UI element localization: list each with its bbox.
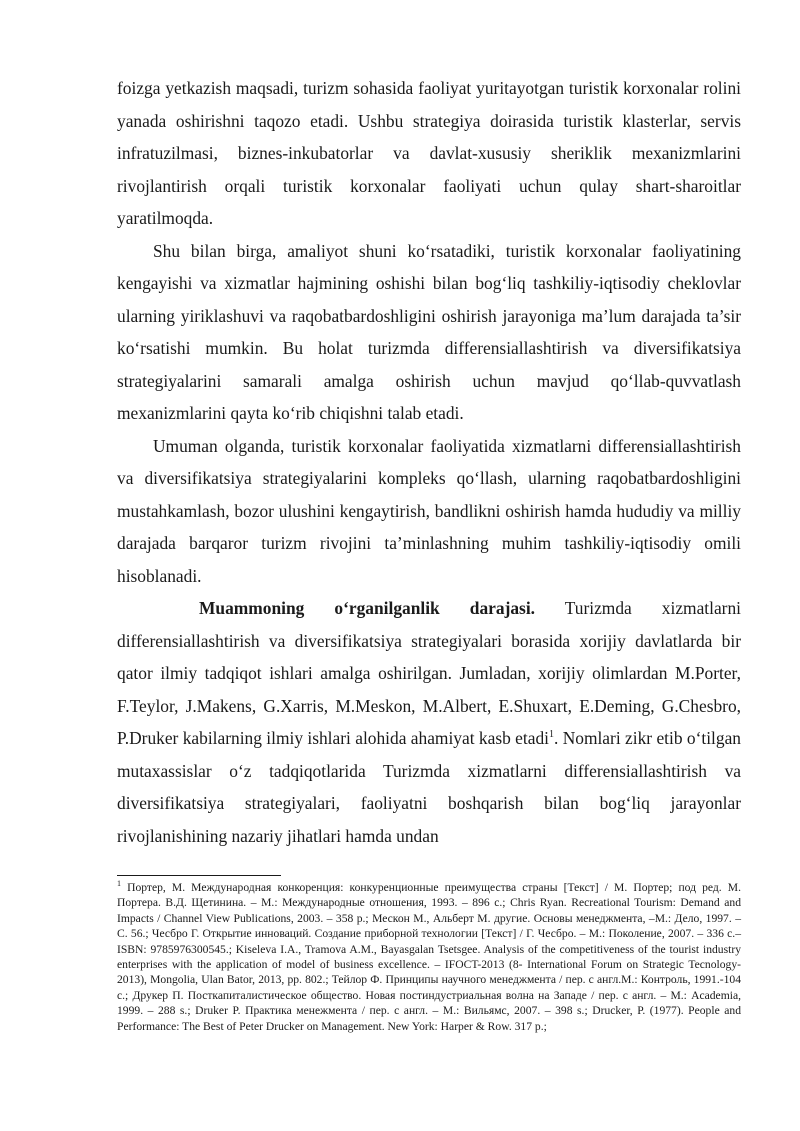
footnote-divider: [117, 875, 281, 876]
paragraph-4-text-b: . Nomlari zikr etib o‘tilgan mutaxassislar o‘z tadqiqotlarida Turizmda xizmatlarni differensiallashtirish va diversifikatsiya strategiyalari, faoliyatni boshqarish bilan bog‘liq jarayonlar rivojlanishining nazariy jihatlari hamda undan: [117, 728, 741, 846]
footnote: [117, 880, 741, 1034]
footnote-text: Портер, М. Международная конкоренция: конкуренционные преимущества страны [Текст] / М. Портер; под ред. М. Портера. В.Д. Щетинина. – М.: Международные отношения, 1993. – 896 с.; Chris Ryan. Recreational Tourism: Demand and Impacts / Channel View Publications, 2003. – 358 p.; Мескон М., Альберт М. другие. Основы менеджмента, –М.: Дело, 1997. –С. 56.; Чесбро Г. Открытие инноваций. Создание приборной технологии [Текст] / Г. Чесбро. – М.: Поколение, 2007. – 336 с.– ISBN: 9785976300545.; Kiseleva I.A., Tramova A.M., Bayasgalan Tsetsgee. Analysis of the competitiveness of the tourist industry enterprises with the application of model of business excellence. – IFOCT-2013 (8- International Forum on Strategic Tecnology-2013), Mongolia, Ulan Bator, 2013, pp. 802.; Тейлор Ф. Принципы научного менеджмента / пер. с англ.М.: Контроль, 1991.-104 с.; Друкер П. Посткапиталистическое общество. Новая постиндустриальная волна на Западе / пер. с англ. – М.: Academia, 1999. – 288 s.; Druker P. Практика менежмента / пер. с англ. – М.: Вильямс, 2007. – 398 s.; Drucker, P. (1977). People and Performance: The Best of Peter Drucker on Management. New York: Harper & Row. 317 p.;: [117, 881, 741, 1033]
document-body: [117, 72, 741, 852]
paragraph-4-text-a: Turizmda xizmatlarni differensiallashtirish va diversifikatsiya strategiyalari borasida xorijiy davlatlarda bir qator ilmiy tadqiqot ishlari amalga oshirilgan. Jumladan, xorijiy olimlardan M.Porter, F.Teylor, J.Makens, G.Xarris, M.Meskon, M.Albert, E.Shuxart, E.Deming, G.Chesbro, P.Druker kabilarning ilmiy ishlari alohida ahamiyat kasb etadi: [117, 598, 741, 748]
paragraph-2: Shu bilan birga, amaliyot shuni ko‘rsatadiki, turistik korxonalar faoliyatining kengayishi va xizmatlar hajmining oshishi bilan bog‘liq tashkiliy-iqtisodiy cheklovlar ularning yiriklashuvi va raqobatbardoshligini oshirish jarayoniga ma’lum darajada ta’sir ko‘rsatishi mumkin. Bu holat turizmda differensiallashtirish va diversifikatsiya strategiyalarini samarali amalga oshirish uchun mavjud qo‘llab-quvvatlash mexanizmlarini qayta ko‘rib chiqishni talab etadi.: [117, 240, 741, 423]
footnote-reference[interactable]: 1: [548, 729, 554, 741]
paragraph-1: foizga yetkazish maqsadi, turizm sohasida faoliyat yuritayotgan turistik korxonalar rolini yanada oshirishni taqozo etadi. Ushbu strategiya doirasida turistik klasterlar, servis infratuzilmasi, biznes-inkubatorlar va davlat-xususiy sheriklik mexanizmlarini rivojlantirish orqali turistik korxonalar faoliyati uchun qulay shart-sharoitlar yaratilmoqda.: [117, 78, 741, 228]
section-heading: Muammoning o‘rganilganlik darajasi.: [199, 598, 535, 618]
footnote-mark: 1: [117, 879, 121, 889]
paragraph-4: [117, 592, 741, 852]
paragraph-3: Umuman olganda, turistik korxonalar faoliyatida xizmatlarni differensiallashtirish va diversifikatsiya strategiyalarini kompleks qo‘llash, ularning raqobatbardoshligini mustahkamlash, bozor ulushini kengaytirish, bandlikni oshirish hamda hududiy va milliy darajada barqaror turizm rivojini ta’minlashning muhim tashkiliy-iqtisodiy omili hisoblanadi.: [117, 435, 741, 586]
